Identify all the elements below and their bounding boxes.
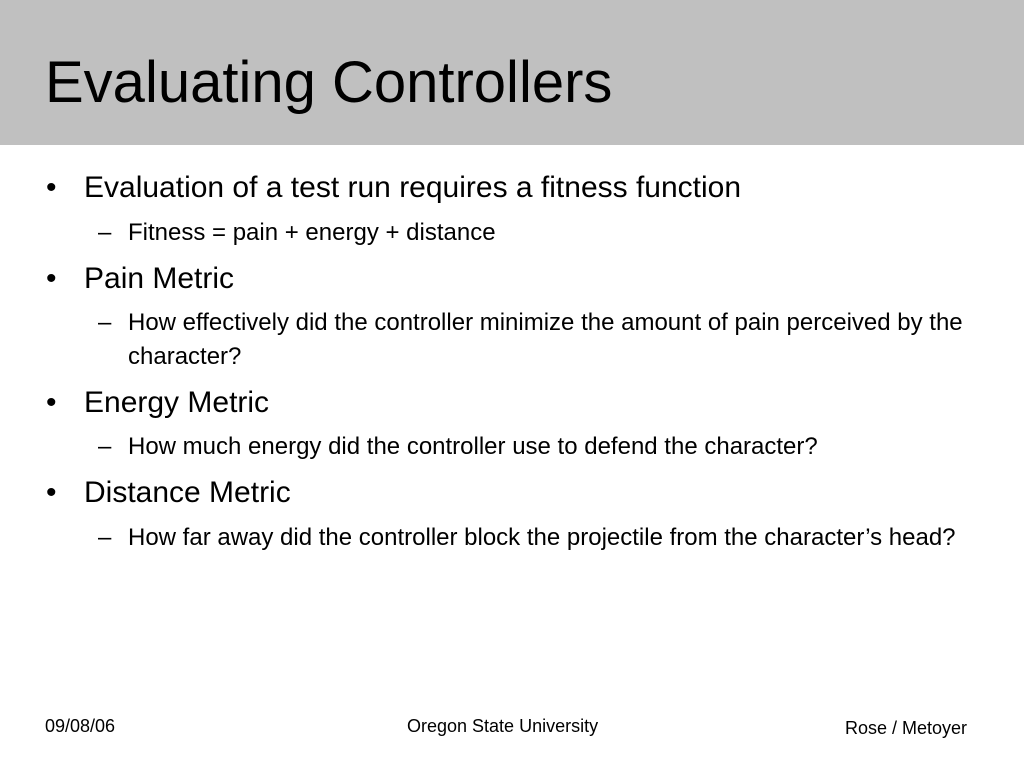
sub-bullet-marker: – — [98, 309, 112, 336]
sub-bullet-text: Fitness = pain + energy + distance — [128, 219, 496, 246]
footer-organization: Oregon State University — [407, 716, 599, 736]
bullet-text: Distance Metric — [84, 476, 291, 509]
bullet-text: Evaluation of a test run requires a fitness function — [84, 171, 742, 204]
sub-bullet-text: How effectively did the controller minimize the amount of pain perceived by the character? — [128, 309, 963, 370]
bullet-marker: • — [46, 386, 57, 419]
sub-bullet-marker: – — [98, 524, 112, 551]
bullet-text: Energy Metric — [84, 386, 270, 419]
sub-bullet-text: How far away did the controller block the projectile from the character’s head? — [128, 524, 956, 551]
footer-authors: Rose / Metoyer — [845, 718, 968, 738]
bullet-text: Pain Metric — [84, 262, 235, 295]
bullet-marker: • — [46, 476, 57, 509]
footer-date: 09/08/06 — [45, 716, 116, 736]
sub-bullet-marker: – — [98, 219, 112, 246]
bullet-marker: • — [46, 171, 57, 204]
bullet-marker: • — [46, 262, 57, 295]
sub-bullet-marker: – — [98, 433, 112, 460]
sub-bullet-text: How much energy did the controller use to defend the character? — [128, 433, 818, 460]
slide-title: Evaluating Controllers — [45, 50, 613, 115]
